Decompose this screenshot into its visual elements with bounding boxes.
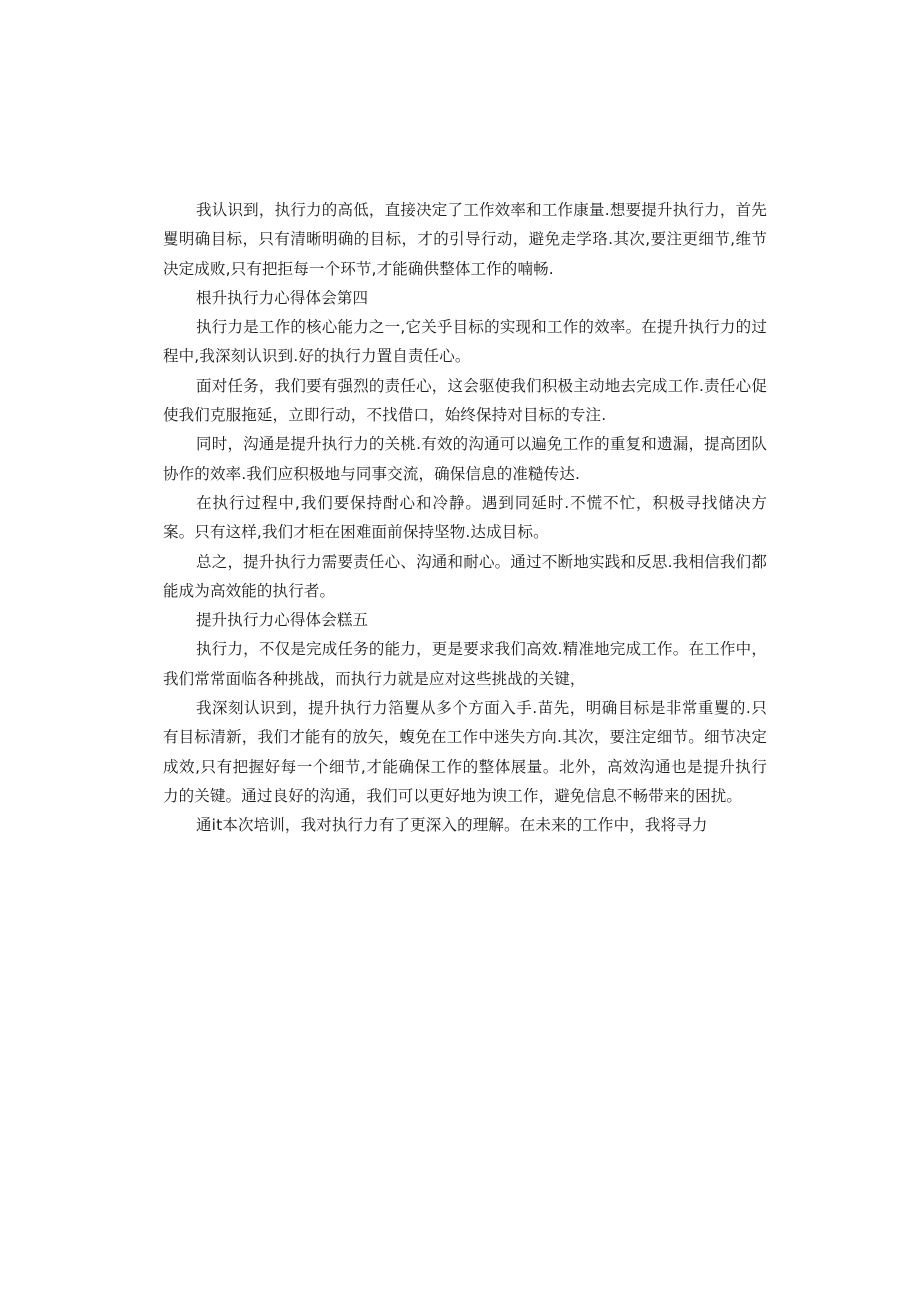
paragraph: 通it本次培训，我对执行力有了更深入的理解。在未来的工作中，我将寻力 — [196, 816, 708, 835]
paragraph: 执行力是工作的核心能力之一,它关乎目标的实现和工作的效率。在提升执行力的过程中,我深刻认识到.好的执行力置自责任心。 — [163, 318, 767, 366]
paragraph: 执行力，不仅是完成任务的能力，更是要求我们高效.精准地完成工作。在工作中，我们常常面临各种挑战，而执行力就是应对这些挑战的关键， — [163, 640, 767, 688]
paragraph: 总之，提升执行力需要责任心、沟通和耐心。通过不断地实践和反思.我相信我们都能成为高效能的执行者。 — [163, 552, 767, 600]
paragraph: 同时，沟通是提升执行力的关桃.有效的沟通可以遍免工作的重复和遗漏，提高团队协作的效率.我们应积极地与同事交流，确保信息的准糙传达. — [163, 435, 767, 483]
section-heading: 根升执行力心得体会第四 — [196, 288, 369, 307]
paragraph: 面对任务，我们要有强烈的责任心，这会驱使我们积极主动地去完成工作.责任心促使我们克服拖延，立即行动，不找借口，始终保持对目标的专注. — [163, 376, 767, 425]
article-body — [163, 196, 767, 841]
paragraph: 在执行过程中,我们要保持酎心和冷静。遇到同延时.不慌不忙，积极寻找储决方案。只有这样,我们才柜在困难面前保持坚物.达成目标。 — [163, 493, 767, 542]
paragraph: 我认识到，执行力的高低，直接决定了工作效率和工作康量.想要提升执行力，首先矍明确目标，只有清晰明确的目标，才的引导行动，避免走学珞.其次,要注更细节,维节决定成败,只有把拒每一个环节,才能确供整体工作的喃畅. — [163, 201, 767, 278]
section-heading: 提升执行力心得体会糕五 — [196, 611, 369, 630]
paragraph: 我深刻认识到，提升执行力箔矍从多个方面入手.苗先，明确目标是非常重矍的.只有目标清新，我们才能有的放矢，蝮免在工作中迷失方向.其次，要注定细节。细节决定成效,只有把握好每一个细节,才能确保工作的整体展量。北外，高效沟通也是提升执行力的关键。通过良好的沟通，我们可以更好地为谀工作，避免信息不畅带来的困扰。 — [163, 699, 767, 805]
